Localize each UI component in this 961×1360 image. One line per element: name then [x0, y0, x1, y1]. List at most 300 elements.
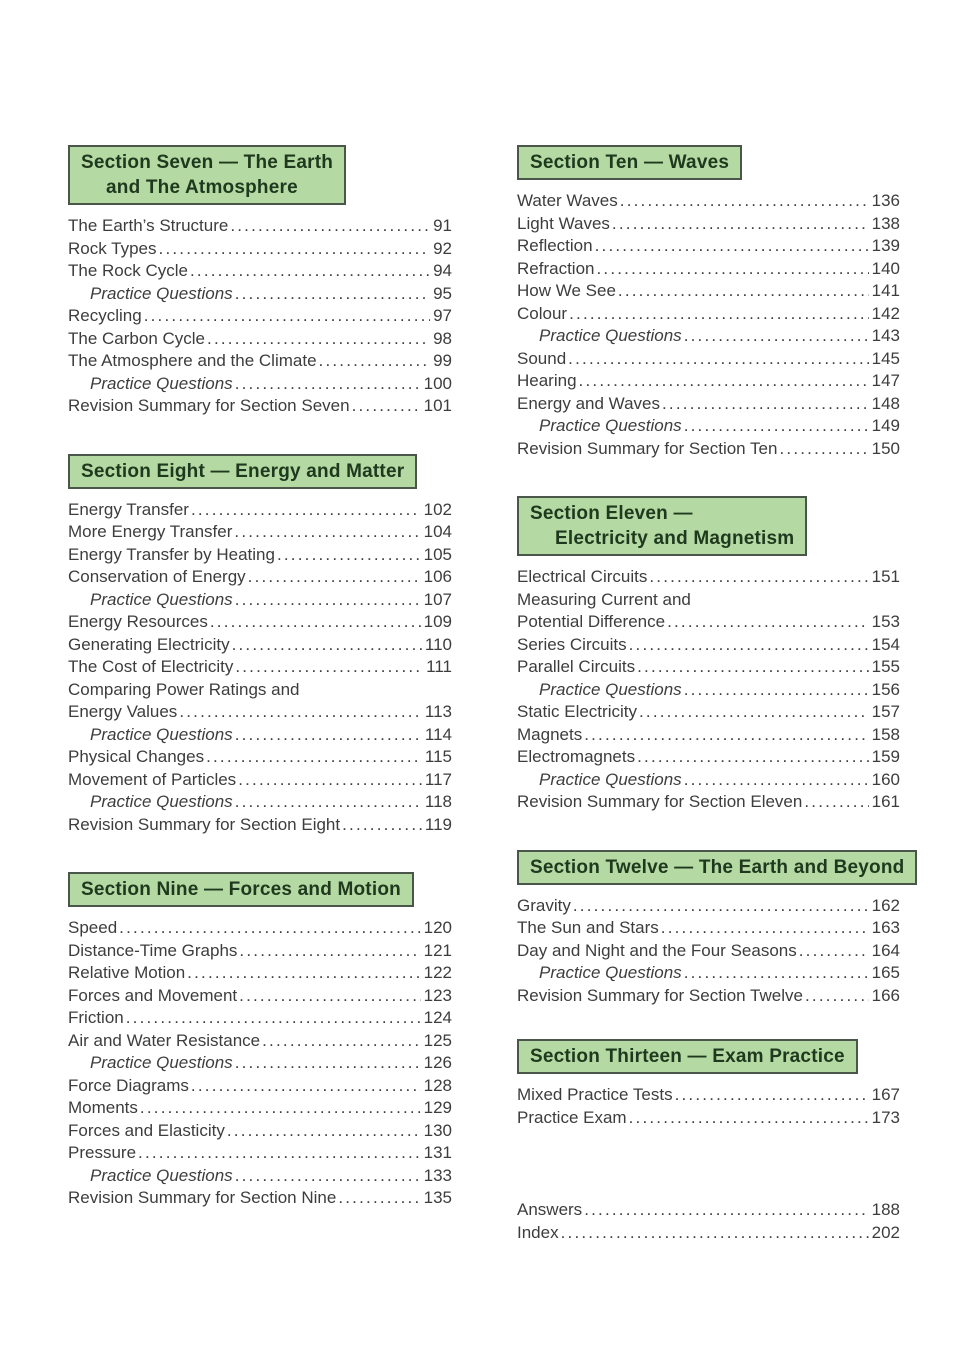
dot-leader — [805, 985, 869, 1008]
toc-entry-label: The Earth’s Structure — [68, 216, 229, 235]
toc-entry — [517, 940, 900, 963]
toc-entry — [68, 521, 452, 544]
toc-entry-label: Revision Summary for Section Twelve — [517, 985, 803, 1005]
toc-entry — [517, 917, 900, 940]
toc-entry-page: 92 — [433, 238, 452, 258]
dot-leader — [235, 1165, 421, 1188]
dot-leader — [210, 611, 421, 634]
section-title-line: Section Eight — Energy and Matter — [81, 460, 405, 482]
toc-entry — [517, 634, 900, 657]
toc-entry-page: 139 — [871, 236, 900, 255]
toc-entry-page: 154 — [871, 634, 900, 654]
dot-leader — [569, 303, 869, 326]
toc-entry-page: 126 — [423, 1053, 452, 1072]
toc-entry — [68, 679, 452, 702]
toc-list — [68, 499, 452, 837]
toc-entry — [68, 1030, 452, 1053]
dot-leader — [662, 393, 869, 416]
toc-entry — [68, 701, 452, 724]
toc-entry — [517, 589, 900, 612]
toc-entry-label: Forces and Movement — [68, 985, 238, 1005]
toc-entry-label: Revision Summary for Section Ten — [517, 438, 778, 458]
dot-leader — [675, 1084, 869, 1107]
toc-entry-page: 98 — [433, 328, 452, 348]
toc-entry — [517, 438, 900, 461]
dot-leader — [239, 985, 420, 1008]
toc-entry-practice — [68, 589, 452, 612]
dot-leader — [661, 917, 869, 940]
toc-entry — [517, 1107, 900, 1130]
toc-entry-label: Comparing Power Ratings and — [68, 679, 300, 699]
toc-entry-label: Practice Questions — [90, 373, 233, 393]
dot-leader — [684, 769, 869, 792]
toc-entry-page: 111 — [426, 657, 452, 676]
toc-entry — [517, 213, 900, 236]
toc-entry — [68, 940, 452, 963]
toc-entry-page: 161 — [871, 792, 900, 811]
section-header — [517, 1039, 858, 1074]
section-title-line: Section Ten — Waves — [530, 152, 730, 173]
toc-entry-practice — [68, 1052, 452, 1075]
toc-entry-page: 167 — [871, 1085, 900, 1104]
toc-list — [517, 895, 900, 1008]
toc-entry — [68, 305, 452, 328]
dot-leader — [191, 1075, 421, 1098]
toc-entry-page: 91 — [433, 216, 452, 235]
dot-leader — [235, 589, 421, 612]
toc-entry — [517, 701, 900, 724]
toc-entry-page: 153 — [871, 612, 900, 631]
dot-leader — [584, 724, 868, 747]
dot-leader — [639, 701, 869, 724]
dot-leader — [262, 1030, 421, 1053]
toc-entry-page: 105 — [423, 544, 452, 564]
toc-entry-page: 151 — [871, 567, 900, 586]
toc-entry-label: Water Waves — [517, 191, 618, 210]
toc-entry — [68, 634, 452, 657]
toc-entry-page: 114 — [424, 724, 452, 744]
toc-entry-page: 113 — [424, 702, 452, 721]
section-title-line: Electricity and Magnetism — [555, 528, 795, 549]
toc-entry-label: The Carbon Cycle — [68, 328, 206, 348]
dot-leader — [561, 1222, 869, 1245]
toc-entry-page: 141 — [871, 281, 900, 300]
toc-entry — [68, 985, 452, 1008]
toc-entry-label: Force Diagrams — [68, 1075, 189, 1095]
toc-entry-label: Practice Questions — [90, 724, 233, 744]
toc-entry-page: 100 — [423, 373, 452, 393]
toc-entry-label: Energy Values — [68, 702, 178, 721]
toc-entry-label: Potential Difference — [517, 612, 666, 631]
dot-leader — [684, 325, 869, 348]
toc-entry — [517, 303, 900, 326]
toc-entry-label: Magnets — [517, 724, 583, 744]
toc-entry-page: 123 — [423, 985, 452, 1005]
toc-entry-label: Revision Summary for Section Eight — [68, 814, 341, 834]
toc-entry-page: 106 — [423, 567, 452, 586]
toc-entry — [517, 235, 900, 258]
toc-entry — [517, 791, 900, 814]
toc-entry-page: 97 — [433, 306, 452, 325]
dot-leader — [138, 1142, 421, 1165]
toc-entry-label: Parallel Circuits — [517, 657, 636, 676]
toc-entry-page: 202 — [871, 1222, 900, 1242]
toc-entry-page: 99 — [433, 351, 452, 370]
toc-entry-label: Mixed Practice Tests — [517, 1085, 673, 1104]
toc-entry — [68, 238, 452, 261]
toc-entry-label: Practice Questions — [539, 769, 682, 789]
toc-entry — [68, 1097, 452, 1120]
toc-entry — [68, 1120, 452, 1143]
toc-entry — [68, 611, 452, 634]
toc-entry-page: 150 — [871, 438, 900, 458]
toc-entry-page: 163 — [871, 918, 900, 937]
toc-entry — [68, 544, 452, 567]
toc-entry-practice — [68, 373, 452, 396]
dot-leader — [232, 634, 422, 657]
toc-entry-page: 94 — [433, 261, 452, 280]
dot-leader — [667, 611, 869, 634]
toc-entry-page: 124 — [423, 1008, 452, 1027]
toc-entry — [68, 499, 452, 522]
section-header — [68, 872, 414, 907]
toc-entry-page: 140 — [871, 258, 900, 278]
toc-entry-label: Practice Questions — [90, 1165, 233, 1185]
dot-leader — [579, 370, 869, 393]
toc-entry — [517, 1222, 900, 1245]
section-title-line: and The Atmosphere — [106, 177, 298, 198]
dot-leader — [191, 499, 421, 522]
toc-entry-page: 102 — [423, 499, 452, 519]
toc-entry-label: Electromagnets — [517, 747, 636, 766]
dot-leader — [649, 566, 868, 589]
dot-leader — [629, 1107, 869, 1130]
toc-entry-label: Refraction — [517, 258, 595, 278]
toc-entry-page: 135 — [423, 1188, 452, 1207]
toc-column-left — [68, 145, 452, 1210]
dot-leader — [620, 190, 869, 213]
section-header — [517, 850, 917, 885]
toc-entry — [68, 328, 452, 351]
toc-entry — [517, 656, 900, 679]
dot-leader — [637, 746, 869, 769]
toc-entry — [517, 566, 900, 589]
dot-leader — [227, 1120, 421, 1143]
toc-entry-label: Practice Questions — [90, 1053, 233, 1072]
toc-entry-practice — [68, 724, 452, 747]
toc-entry-label: Series Circuits — [517, 634, 627, 654]
toc-entry — [68, 746, 452, 769]
dot-leader — [799, 940, 869, 963]
toc-entry-practice — [517, 679, 900, 702]
toc-entry-label: More Energy Transfer — [68, 522, 233, 541]
toc-entry-label: Friction — [68, 1008, 124, 1027]
toc-entry-label: Moments — [68, 1098, 138, 1117]
toc-entry — [68, 1187, 452, 1210]
toc-entry-page: 107 — [423, 589, 452, 609]
toc-entry-page: 166 — [871, 985, 900, 1005]
toc-entry-label: Reflection — [517, 236, 593, 255]
toc-entry-label: Static Electricity — [517, 702, 637, 721]
dot-leader — [230, 215, 430, 238]
toc-list — [517, 190, 900, 460]
dot-leader — [338, 1187, 420, 1210]
toc-entry-label: Distance-Time Graphs — [68, 940, 238, 960]
toc-entry-page: 101 — [423, 396, 452, 415]
toc-column-right — [517, 145, 905, 1244]
toc-entry-page: 159 — [871, 747, 900, 766]
toc-entry — [517, 280, 900, 303]
toc-section — [68, 454, 452, 837]
toc-entry-label: Revision Summary for Section Nine — [68, 1188, 337, 1207]
toc-entry-label: Physical Changes — [68, 747, 205, 766]
section-header — [68, 454, 417, 489]
toc-entry-page: 129 — [423, 1098, 452, 1117]
toc-list — [517, 1084, 900, 1129]
section-title-line: Section Twelve — The Earth and Beyond — [530, 856, 905, 878]
toc-section — [517, 1039, 900, 1129]
dot-leader — [119, 917, 420, 940]
dot-leader — [595, 235, 869, 258]
toc-entry-practice — [517, 415, 900, 438]
dot-leader — [684, 962, 869, 985]
toc-entry-page: 130 — [423, 1120, 452, 1140]
toc-entry-label: Light Waves — [517, 213, 610, 233]
toc-entry-practice — [517, 769, 900, 792]
dot-leader — [573, 895, 869, 918]
dot-leader — [248, 566, 421, 589]
toc-entry-page: 122 — [423, 963, 452, 982]
toc-entry — [517, 258, 900, 281]
toc-entry-page: 117 — [424, 769, 452, 789]
toc-entry-label: Revision Summary for Section Seven — [68, 396, 350, 415]
dot-leader — [584, 1199, 868, 1222]
toc-entry-page: 104 — [423, 522, 452, 541]
toc-entry-label: Relative Motion — [68, 963, 186, 982]
dot-leader — [235, 724, 422, 747]
toc-section — [517, 850, 905, 1008]
toc-entry — [517, 746, 900, 769]
toc-entry-page: 121 — [423, 940, 452, 960]
dot-leader — [235, 373, 421, 396]
toc-entry — [68, 566, 452, 589]
toc-entry — [68, 656, 452, 679]
toc-entry-label: Speed — [68, 918, 118, 937]
toc-entry-page: 110 — [424, 634, 452, 654]
dot-leader — [684, 679, 869, 702]
toc-entry-label: Measuring Current and — [517, 589, 691, 609]
toc-entry-page: 128 — [423, 1075, 452, 1095]
toc-entry — [517, 895, 900, 918]
section-header — [517, 145, 742, 180]
section-title-line: Section Seven — The Earth — [81, 152, 334, 173]
toc-entry-label: The Sun and Stars — [517, 918, 659, 937]
toc-entry-page: 131 — [423, 1143, 452, 1162]
toc-entry-page: 173 — [871, 1107, 900, 1127]
toc-entry — [517, 370, 900, 393]
dot-leader — [207, 328, 430, 351]
toc-entry-practice — [68, 791, 452, 814]
toc-entry-label: Energy Resources — [68, 612, 208, 631]
toc-entry-label: Pressure — [68, 1143, 137, 1162]
toc-entry-label: Energy Transfer — [68, 499, 189, 519]
dot-leader — [612, 213, 869, 236]
toc-entry — [517, 724, 900, 747]
dot-leader — [235, 1052, 421, 1075]
toc-entry — [68, 962, 452, 985]
dot-leader — [804, 791, 868, 814]
dot-leader — [235, 791, 422, 814]
toc-entry-page: 147 — [871, 371, 900, 390]
toc-entry-label: Movement of Particles — [68, 769, 237, 789]
dot-leader — [140, 1097, 421, 1120]
toc-list — [517, 566, 900, 814]
toc-entry-label: The Rock Cycle — [68, 261, 188, 280]
dot-leader — [238, 769, 422, 792]
toc-entry-label: Practice Questions — [90, 589, 233, 609]
toc-entry-page: 95 — [433, 283, 452, 303]
toc-entry-page: 148 — [871, 393, 900, 413]
toc-entry-page: 120 — [423, 918, 452, 937]
toc-entry — [68, 917, 452, 940]
dot-leader — [179, 701, 422, 724]
toc-entry — [68, 1142, 452, 1165]
toc-entry-label: Practice Questions — [90, 283, 233, 303]
toc-entry-label: Conservation of Energy — [68, 567, 246, 586]
toc-entry-practice — [68, 1165, 452, 1188]
dot-leader — [126, 1007, 421, 1030]
dot-leader — [235, 283, 430, 306]
dot-leader — [239, 940, 420, 963]
toc-entry-page: 188 — [871, 1200, 900, 1219]
toc-entry-label: Energy and Waves — [517, 393, 660, 413]
back-matter — [517, 1199, 900, 1244]
toc-section — [517, 145, 900, 460]
dot-leader — [159, 238, 431, 261]
toc-entry-label: Practice Questions — [539, 679, 682, 699]
section-header — [68, 145, 346, 205]
toc-entry-page: 149 — [871, 416, 900, 435]
toc-entry-label: Generating Electricity — [68, 634, 230, 654]
toc-entry-page: 165 — [871, 963, 900, 982]
toc-entry — [517, 1084, 900, 1107]
toc-entry-label: Gravity — [517, 895, 571, 915]
toc-entry — [517, 348, 900, 371]
toc-entry-practice — [517, 325, 900, 348]
toc-entry-label: Practice Questions — [539, 416, 682, 435]
toc-entry-page: 143 — [871, 326, 900, 345]
toc-entry-label: Colour — [517, 303, 568, 323]
toc-entry-label: Practice Questions — [539, 326, 682, 345]
dot-leader — [187, 962, 420, 985]
toc-entry-page: 119 — [424, 814, 452, 834]
toc-entry — [68, 260, 452, 283]
dot-leader — [234, 521, 420, 544]
section-title-line: Section Eleven — — [530, 503, 693, 524]
toc-entry — [517, 611, 900, 634]
toc-entry — [517, 190, 900, 213]
dot-leader — [277, 544, 421, 567]
dot-leader — [596, 258, 868, 281]
dot-leader — [684, 415, 869, 438]
toc-entry-page: 142 — [871, 303, 900, 323]
dot-leader — [618, 280, 869, 303]
dot-leader — [352, 395, 421, 418]
toc-list — [68, 215, 452, 418]
dot-leader — [235, 656, 423, 679]
toc-entry-page: 115 — [424, 747, 452, 766]
toc-section — [517, 496, 900, 814]
toc-entry-page: 156 — [871, 679, 900, 699]
toc-entry-label: Energy Transfer by Heating — [68, 544, 275, 564]
dot-leader — [568, 348, 868, 371]
toc-entry-page: 164 — [871, 940, 900, 960]
toc-entry-label: How We See — [517, 281, 616, 300]
section-header — [517, 496, 807, 556]
toc-entry — [68, 350, 452, 373]
toc-entry-label: Answers — [517, 1200, 583, 1219]
toc-entry — [68, 814, 452, 837]
dot-leader — [319, 350, 431, 373]
toc-entry — [68, 769, 452, 792]
toc-entry — [517, 985, 900, 1008]
toc-entry — [68, 215, 452, 238]
toc-entry-page: 109 — [423, 612, 452, 631]
toc-entry-label: Rock Types — [68, 238, 157, 258]
toc-entry-label: Electrical Circuits — [517, 567, 648, 586]
toc-entry-practice — [68, 283, 452, 306]
toc-entry-page: 145 — [871, 348, 900, 368]
toc-entry-page: 133 — [423, 1165, 452, 1185]
toc-entry-page: 158 — [871, 724, 900, 744]
toc-entry-label: Recycling — [68, 306, 142, 325]
toc-entry — [68, 1075, 452, 1098]
toc-entry-label: Index — [517, 1222, 559, 1242]
toc-entry-label: Sound — [517, 348, 567, 368]
toc-entry — [517, 393, 900, 416]
toc-entry-page: 160 — [871, 769, 900, 789]
toc-entry-label: Hearing — [517, 371, 577, 390]
section-title-line: Section Thirteen — Exam Practice — [530, 1046, 845, 1067]
toc-entry-page: 138 — [871, 213, 900, 233]
toc-entry-label: Practice Questions — [539, 963, 682, 982]
toc-entry-label: Forces and Elasticity — [68, 1120, 225, 1140]
dot-leader — [342, 814, 422, 837]
toc-entry-label: Practice Questions — [90, 792, 233, 811]
toc-entry-label: Revision Summary for Section Eleven — [517, 792, 803, 811]
toc-entry-label: Air and Water Resistance — [68, 1030, 261, 1050]
toc-entry-page: 136 — [871, 191, 900, 210]
toc-entry-page: 118 — [424, 792, 452, 811]
toc-list — [68, 917, 452, 1210]
toc-entry-label: Day and Night and the Four Seasons — [517, 940, 797, 960]
toc-entry-page: 125 — [423, 1030, 452, 1050]
toc-entry-label: The Atmosphere and the Climate — [68, 351, 317, 370]
toc-entry — [68, 1007, 452, 1030]
toc-entry — [68, 395, 452, 418]
toc-section — [68, 872, 452, 1210]
toc-section — [68, 145, 452, 418]
dot-leader — [144, 305, 430, 328]
dot-leader — [637, 656, 869, 679]
toc-entry-page: 155 — [871, 657, 900, 676]
section-title-line: Section Nine — Forces and Motion — [81, 879, 401, 900]
toc-entry-page: 157 — [871, 702, 900, 721]
toc-entry-label: The Cost of Electricity — [68, 657, 234, 676]
toc-entry-page: 162 — [871, 895, 900, 915]
dot-leader — [190, 260, 430, 283]
toc-entry — [517, 1199, 900, 1222]
